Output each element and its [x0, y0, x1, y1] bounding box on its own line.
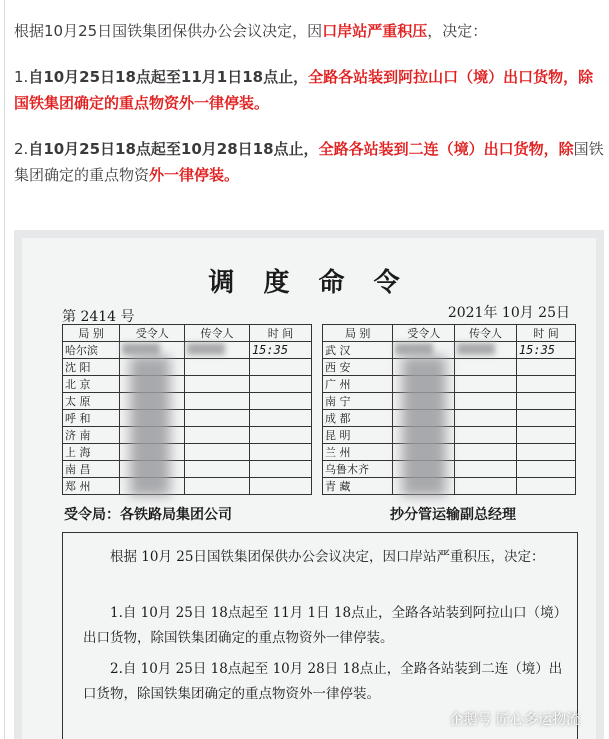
bureau-cell: 南 宁 — [323, 393, 393, 410]
item-2-red-text: 全路各站装到二连（境）出口货物，除 — [318, 140, 574, 158]
bureau-cell: 南 昌 — [63, 461, 120, 478]
order-item-2: 2.自 10月 25日 18点起至 10月 28日 18点止，全路各站装到二连（境）出口货物，除国铁集团确定的重点物资外一律停装。 — [83, 661, 563, 702]
intro-highlight: 口岸站严重积压 — [322, 22, 428, 40]
dispatch-order-paper — [22, 238, 596, 739]
doc-title: 调 度 命 令 — [208, 268, 410, 298]
left-border — [4, 0, 5, 739]
order-intro: 根据 10月 25日国铁集团保供办公会议决定，因口岸站严重积压，决定： — [110, 549, 545, 565]
bureau-cell: 成 都 — [323, 410, 393, 427]
item-1-paragraph — [14, 64, 604, 116]
item-2-time: 自10月25日18点起至10月28日18点止， — [28, 140, 319, 158]
item-1-prefix: 1. — [14, 68, 29, 86]
redacted-mark — [187, 343, 225, 355]
watermark: 企鹅号 匠心多运物流 — [449, 712, 580, 728]
redacted-mark — [395, 343, 433, 355]
bureau-cell: 济 南 — [63, 427, 120, 444]
right-bureau-table — [322, 324, 576, 495]
header-receiver: 受令人 — [393, 325, 455, 342]
intro-tail: ，决定： — [427, 22, 488, 40]
document-photo — [14, 230, 604, 739]
header-time: 时 间 — [516, 325, 575, 342]
doc-number: 第 2414 号 — [62, 309, 135, 325]
receiving-unit: 受令局：各铁路局集团公司 — [64, 507, 232, 523]
doc-date: 2021年 10月 25日 — [447, 305, 570, 321]
intro-paragraph — [14, 18, 604, 44]
bureau-cell: 呼 和 — [63, 410, 120, 427]
item-2-red-tail: 外一律停装。 — [149, 166, 240, 184]
header-bureau: 局 别 — [323, 325, 393, 342]
header-receiver: 受令人 — [120, 325, 185, 342]
item-2-paragraph — [14, 136, 604, 188]
cc-line: 抄分管运输副总经理 — [390, 507, 516, 523]
item-1-red-text: 全路各站装到阿拉山口（境）出口货物，除国铁集团确定的重点物资外一律停装。 — [14, 68, 594, 112]
redacted-names-left — [130, 356, 170, 496]
bureau-cell: 昆 明 — [323, 427, 393, 444]
redacted-mark — [457, 343, 495, 355]
bureau-cell: 郑 州 — [63, 478, 120, 495]
time-cell: 15:35 — [516, 342, 575, 359]
time-cell: 15:35 — [249, 342, 311, 359]
order-body — [62, 532, 578, 739]
item-1-time: 自10月25日18点起至11月1日18点止， — [28, 68, 309, 86]
bureau-cell: 乌鲁木齐 — [323, 461, 393, 478]
header-bureau: 局 别 — [63, 325, 120, 342]
redacted-mark — [122, 343, 160, 355]
order-item-1: 1.自 10月 25日 18点起至 11月 1日 18点止，全路各站装到阿拉山口（境）出口货物，除国铁集团确定的重点物资外一律停装。 — [83, 605, 561, 646]
header-sender: 传令人 — [455, 325, 517, 342]
bureau-cell: 青 藏 — [323, 478, 393, 495]
bureau-cell: 广 州 — [323, 376, 393, 393]
item-2-prefix: 2. — [14, 140, 29, 158]
item-2-plain-text: 国铁集团确定的重点物资 — [14, 140, 604, 184]
bureau-cell: 太 原 — [63, 393, 120, 410]
header-sender: 传令人 — [185, 325, 250, 342]
intro-text: 根据10月25日国铁集团保供办公会议决定，因 — [14, 22, 323, 40]
bureau-cell: 北 京 — [63, 376, 120, 393]
bureau-cell: 西 安 — [323, 359, 393, 376]
header-time: 时 间 — [249, 325, 311, 342]
bureau-cell: 兰 州 — [323, 444, 393, 461]
redacted-names-right — [402, 356, 446, 496]
bureau-cell: 哈尔滨 — [63, 342, 120, 359]
left-bureau-table — [62, 324, 312, 495]
bureau-cell: 沈 阳 — [63, 359, 120, 376]
bureau-cell: 上 海 — [63, 444, 120, 461]
bureau-cell: 武 汉 — [323, 342, 393, 359]
